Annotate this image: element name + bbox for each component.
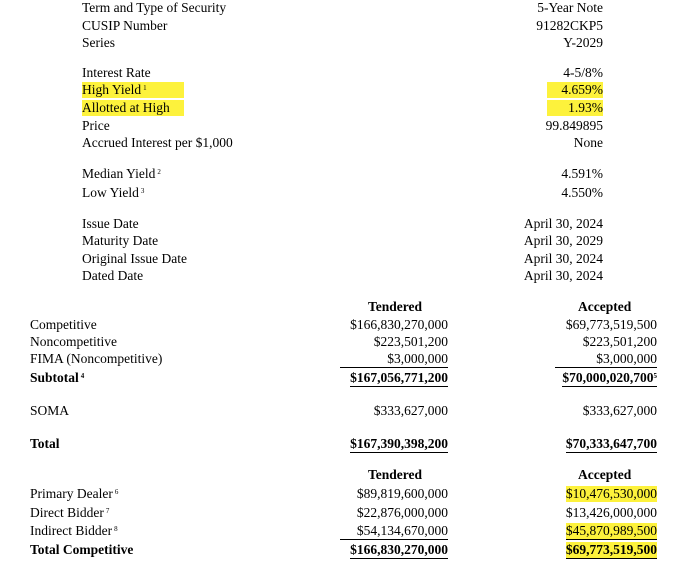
soma-tendered: $333,627,000 xyxy=(373,403,448,418)
noncompetitive-label: Noncompetitive xyxy=(30,334,117,349)
dated-date-label: Dated Date xyxy=(82,268,144,283)
footnote-3: 3 xyxy=(140,187,145,195)
maturity-date-label: Maturity Date xyxy=(82,233,159,248)
price-value: 99.849895 xyxy=(545,118,603,133)
issue-date-label: Issue Date xyxy=(82,216,139,231)
competitive-tendered: $166,830,270,000 xyxy=(350,317,448,332)
term-label: Term and Type of Security xyxy=(82,0,227,15)
total-accepted: $70,333,647,700 xyxy=(565,436,657,451)
fima-tendered: $3,000,000 xyxy=(340,351,448,368)
competitive-accepted: $69,773,519,500 xyxy=(565,317,657,332)
low-yield-value: 4.550% xyxy=(561,185,603,200)
high-yield-label xyxy=(82,82,184,98)
total-competitive-accepted: $69,773,519,500 xyxy=(565,542,657,557)
footnote-4: 4 xyxy=(80,372,85,380)
fima-label: FIMA (Noncompetitive) xyxy=(30,351,163,366)
noncompetitive-tendered: $223,501,200 xyxy=(373,334,448,349)
footnote-5: 5 xyxy=(653,372,657,380)
footnote-8: 8 xyxy=(114,525,118,533)
accrued-value: None xyxy=(573,135,603,150)
primary-dealer-label xyxy=(30,486,118,502)
direct-bidder-text: Direct Bidder xyxy=(30,505,104,520)
median-yield-label xyxy=(82,166,161,182)
accrued-label: Accrued Interest per $1,000 xyxy=(82,135,233,150)
footnote-2: 2 xyxy=(157,168,161,176)
total-label: Total xyxy=(30,436,60,451)
indirect-bidder-text: Indirect Bidder xyxy=(30,523,113,538)
low-yield-text: Low Yield xyxy=(82,185,139,200)
dated-date-value: April 30, 2024 xyxy=(523,268,603,283)
direct-bidder-label xyxy=(30,505,109,521)
competitive-label: Competitive xyxy=(30,317,97,332)
footnote-6: 6 xyxy=(114,488,119,496)
allotted-label: Allotted at High xyxy=(82,100,184,116)
cusip-label: CUSIP Number xyxy=(82,18,168,33)
maturity-date-value: April 30, 2029 xyxy=(523,233,603,248)
primary-dealer-accepted: $10,476,530,000 xyxy=(565,486,657,501)
subtotal-tendered: $167,056,771,200 xyxy=(350,370,448,385)
series-label: Series xyxy=(82,35,115,50)
original-issue-date-value: April 30, 2024 xyxy=(523,251,603,266)
cusip-value: 91282CKP5 xyxy=(536,18,603,33)
soma-accepted: $333,627,000 xyxy=(582,403,657,418)
allotted-value: 1.93% xyxy=(547,100,603,116)
interest-rate-label: Interest Rate xyxy=(82,65,151,80)
subtotal-accepted xyxy=(562,370,657,387)
low-yield-label xyxy=(82,185,144,201)
term-value: 5-Year Note xyxy=(537,0,603,15)
footnote-7: 7 xyxy=(105,507,110,515)
total-competitive-label: Total Competitive xyxy=(30,542,134,557)
bidders-tendered-header: Tendered xyxy=(368,467,423,482)
subtotal-accepted-value: $70,000,020,700 xyxy=(562,370,654,385)
direct-bidder-tendered: $22,876,000,000 xyxy=(356,505,448,520)
bidders-accepted-header: Accepted xyxy=(578,467,632,482)
indirect-bidder-accepted: $45,870,989,500 xyxy=(565,523,657,538)
fima-accepted: $3,000,000 xyxy=(555,351,657,368)
interest-rate-value: 4-5/8% xyxy=(563,65,603,80)
indirect-bidder-label xyxy=(30,523,118,539)
subtotal-label xyxy=(30,370,84,386)
subtotal-text: Subtotal xyxy=(30,370,79,385)
noncompetitive-accepted: $223,501,200 xyxy=(582,334,657,349)
series-value: Y-2029 xyxy=(563,35,603,50)
direct-bidder-accepted: $13,426,000,000 xyxy=(565,505,657,520)
indirect-bidder-tendered: $54,134,670,000 xyxy=(340,523,448,540)
issue-date-value: April 30, 2024 xyxy=(523,216,603,231)
total-tendered: $167,390,398,200 xyxy=(350,436,448,451)
primary-dealer-tendered: $89,819,600,000 xyxy=(356,486,448,501)
high-yield-value: 4.659% xyxy=(547,82,603,98)
original-issue-date-label: Original Issue Date xyxy=(82,251,187,266)
total-competitive-tendered: $166,830,270,000 xyxy=(350,542,448,557)
footnote-1: 1 xyxy=(143,84,147,92)
median-yield-text: Median Yield xyxy=(82,166,156,181)
tendered-header: Tendered xyxy=(368,299,423,314)
primary-dealer-text: Primary Dealer xyxy=(30,486,113,501)
median-yield-value: 4.591% xyxy=(561,166,603,181)
price-label: Price xyxy=(82,118,110,133)
high-yield-text: High Yield xyxy=(82,82,142,97)
accepted-header: Accepted xyxy=(578,299,632,314)
soma-label: SOMA xyxy=(30,403,70,418)
